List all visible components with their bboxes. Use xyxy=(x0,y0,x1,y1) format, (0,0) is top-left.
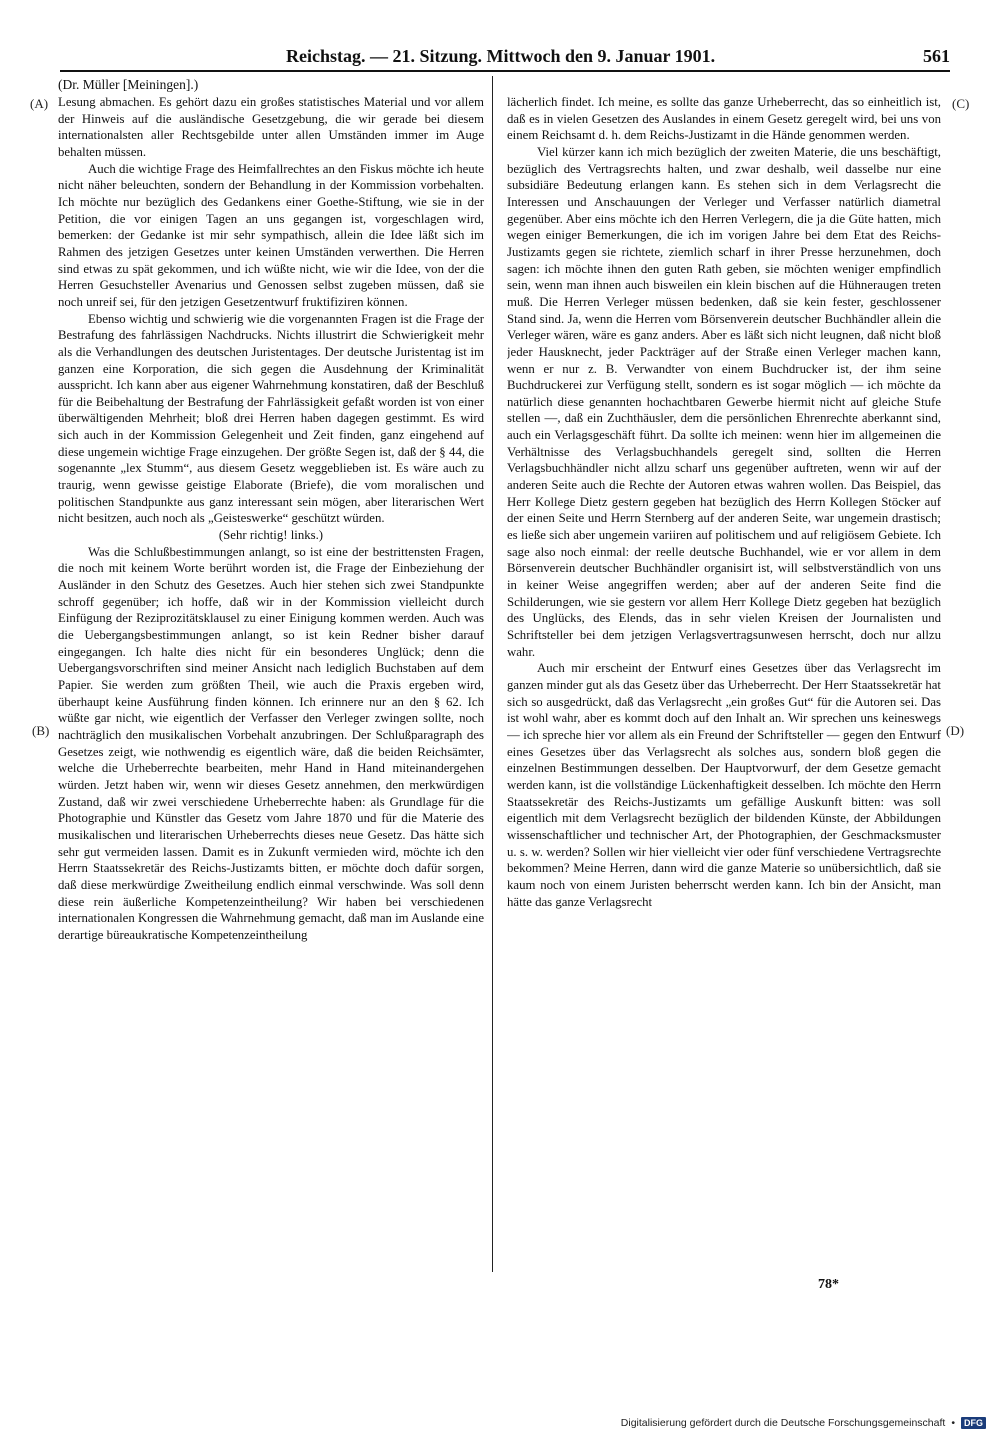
dfg-logo-icon: DFG xyxy=(961,1417,986,1429)
left-column xyxy=(58,94,484,1262)
margin-marker-c: (C) xyxy=(952,96,970,111)
header-rule xyxy=(60,70,950,72)
paragraph: Was die Schlußbestimmungen anlangt, so ist eine der bestrittensten Fragen, die noch mit keinem Worte berührt worden ist, die Frage der Einbeziehung der Ausländer in den Schutz des Gesetzes. Auch hier stehen sich zwei Standpunkte schroff gegenüber; ich hoffe, daß wir in der Kommission vielleicht durch Einfügung der Reziprozitätsklausel zu einer Einigung kommen werden. Auch was die Uebergangsbestimmungen anlangt, so ist kein Redner bisher darauf eingegangen. Ich halte dies nicht für ein besonderes Unglück; denn die Uebergangsvorschriften sind meiner Ansicht nach lediglich Buchstaben auf dem Papier. Sie werden zum größten Theil, wie auch die Praxis ergeben wird, überhaupt keine Ausführung finden können. Ich erinnere nur an den § 62. Ich wüßte gar nicht, wie eigentlich der Verfasser den Verleger zwingen sollte, noch nachträglich den musikalischen Vorbehalt anzubringen. Der Schlußparagraph des Gesetzes zeigt, wie nothwendig es eigentlich wäre, daß die beiden Reichsämter, welche die Urheberrechte bearbeiten, mehr Hand in Hand miteinandergehen würden. Jetzt haben wir, wenn wir dieses Gesetz annehmen, den merkwürdigen Zustand, daß wir zwei verschiedene Urheberrechte haben: als Grundlage für die Photographie und Künstler das Gesetz vom Jahre 1870 und für die Materie des musikalischen und literarischen Urheberrechts dieses neue Gesetz. Das hätte sich sehr gut vermeiden lassen. Damit es in Zukunft vermieden wird, möchte ich den Herrn Staatssekretär des Reichs-Justizamts bitten, er möchte doch dafür sorgen, daß diese merkwürdige Zweitheilung endlich einmal verschwinde. Was soll denn diese rein äußerliche Kompetenzeintheilung? Wir haben bei verschiedenen internationalen Kongressen die Wahrnehmung gemacht, daß man im Auslande eine derartige büreaukratische Kompetenzeintheilung xyxy=(58,544,484,942)
right-column xyxy=(507,94,941,1262)
digitization-credit xyxy=(621,1416,986,1430)
margin-marker-b: (B) xyxy=(32,723,50,738)
column-divider xyxy=(492,76,493,1272)
paragraph: lächerlich findet. Ich meine, es sollte das ganze Urheberrecht, das so einheitlich ist, daß es in vielen Gesetzen des Auslandes in einem Gesetz geregelt wird, bei uns von einem Reichsamt d. h. dem Reichs-Justizamt in die Hände genommen werden. xyxy=(507,95,941,143)
running-title: Reichstag. — 21. Sitzung. Mittwoch den 9. Januar 1901. xyxy=(286,46,716,66)
speaker-line: (Dr. Müller [Meiningen].) xyxy=(58,77,199,92)
paragraph: Ebenso wichtig und schwierig wie die vorgenannten Fragen ist die Frage der Bestrafung des fahrlässigen Nachdrucks. Nichts illustrirt die Schwierigkeit mehr als die Verhandlungen des deutschen Juristentages. Der deutsche Juristentag ist im ganzen eine Korporation, die sich gegen die Ausdehnung der Kriminalität ausspricht. Ich kann aber aus eigener Wahrnehmung konstatiren, daß der Beschluß für die Beibehaltung der Bestrafung der Fahrlässigkeit gefaßt worden ist von einer überwältigenden Mehrheit; bloß drei Herren haben dagegen gestimmt. Es wird sich auch in der Kommission Gelegenheit und Zeit finden, ganz eingehend auf diese ungemein wichtige Frage einzugehen. Der größte Segen ist, daß der § 44, die sogenannte „lex Stumm“, aus diesem Gesetz weggeblieben ist. Es wäre auch zu traurig, wenn gewisse geistige Elaborate (Briefe), die vom moralischen und politischen Standpunkte aus ganz interessant sein mögen, aber literarischen Wert nicht besitzen, auch noch als „Geisteswerke“ geschützt würden. xyxy=(58,311,484,526)
page-number: 561 xyxy=(923,46,950,66)
credit-text: Digitalisierung gefördert durch die Deutsche Forschungsgemeinschaft xyxy=(620,1417,946,1429)
paragraph: Viel kürzer kann ich mich bezüglich der zweiten Materie, die uns beschäftigt, bezüglich des Vertragsrechts halten, und zwar deshalb, weil dasselbe nur eine subsidiäre Bedeutung erlangen kann. Es stehen sich in dem Verlagsrecht die Interessen und Anschauungen der Verleger und Verfasser natürlich diametral gegenüber. Aber eins möchte ich den Herren Verlegern, die ja die Güte hatten, mich wegen einiger Bemerkungen, die ich im vorigen Jahre bei dem Etat des Reichs-Justizamts gegen sie richtete, ziemlich scharf in ihrer Presse herzunehmen, doch sagen: ich möchte ihnen den guten Rath geben, sie möchten weniger empfindlich sein, wenn man ihnen auch bisweilen ein klein bischen auf die Hühneraugen treten muß. Die Herren Verleger müssen bedenken, daß sie kein fester, geschlossener Stand sind. Ja, wenn die Herren vom Börsenverein deutscher Buchhändler allein die Verleger wären, wäre es ganz anders. Aber es läßt sich nicht leugnen, daß nicht bloß jeder Hausknecht, jeder Packträger auf der Straße einen Verleger machen kann, wenn er nur z. B. Verwandter von einem Buchdrucker ist, der ihm seine Buchdruckerei zur Verfügung stellt, sondern es ist sogar möglich — ich möchte da natürlich diese genannten hochachtbaren Gewerbe hiermit nicht auf gleiche Stufe stellen —, daß ein Zuchthäusler, dem die persönlichen Ehrenrechte aberkannt sind, auch ein Verlagsgeschäft führt. Da sollte ich meinen: wenn hier im allgemeinen die Verhältnisse des Verlagsbuchhandels geregelt sind, sollten die Herren Verlagsbuchhändler nicht allzu scharf uns gegenüber auftreten, wenn wir auf der anderen Seite auch die Rechte der Autoren etwas wahren wollen. Das Beispiel, das Herr Kollege Dietz gestern gegeben hat bezüglich des Herrn Kollegen Stöcker auf der einen Seite und Herrn Sternberg auf der anderen Seite, war ungemein drastisch; es ließe sich aber ungemein variiren auf politischem und auf religiösem Gebiete. Ich sage also noch einmal: der reelle deutsche Buchhandel, wie er vor allem in dem Börsenverein deutscher Buchhändler organisirt ist, will selbstverständlich von uns in keiner Weise angegriffen werden; aber auf der anderen Seite find die Schilderungen, wie sie gestern vor allem Herr Kollege Dietz gegeben hat bezüglich des Unglücks, des Elends, das in sehr vielen Kreisen der Journalisten und Schriftsteller bei dem jetzigen Verlagsvertragsunwesen herrscht, doch nur allzu wahr. xyxy=(507,144,941,659)
credit-separator: • xyxy=(951,1417,955,1429)
margin-marker-d: (D) xyxy=(946,723,965,738)
page-header xyxy=(60,46,950,68)
paragraph: Lesung abmachen. Es gehört dazu ein großes statistisches Material und vor allem der Hinweis auf die ausländische Gesetzgebung, die wir gerade bei diesem internationalsten aller Rechtsgebilde unter allen Umständen immer im Auge behalten müssen. xyxy=(58,95,484,159)
signature-mark: 78* xyxy=(818,1277,839,1292)
margin-marker-a: (A) xyxy=(30,96,49,111)
paragraph: Auch mir erscheint der Entwurf eines Gesetzes über das Verlagsrecht im ganzen minder gut als das Gesetz über das Urheberrecht. Der Herr Staatssekretär hat sich so ausgedrückt, daß das Verlagsrecht „ein großes Gut“ für die Autoren sei. Das ist wohl wahr, aber es kommt doch auf den Inhalt an. Wir sprechen uns keineswegs — ich spreche hier vor allem als ein Freund der Schriftsteller — gegen den Entwurf eines Gesetzes über das Verlagsrecht als solches aus, sondern bloß gegen die einzelnen Bestimmungen desselben. Der Hauptvorwurf, der dem Gesetze gemacht werden kann, ist die vollständige Lückenhaftigkeit desselben. Ich möchte den Herrn Staatssekretär des Reichs-Justizamts um gefällige Auskunft bitten: was soll eigentlich mit dem Verlagsrecht bezüglich der bildenden Künste, der Abbildungen wissenschaftlicher und technischer Art, der Photographien, der Geschmacksmuster u. s. w. werden? Sollen wir hier vielleicht vier oder fünf verschiedene Vertragsrechte bekommen? Meine Herren, dann wird die ganze Materie so unübersichtlich, daß sie kaum noch von einem Juristen beherrscht werden kann. Ich bin der Ansicht, man hätte das ganze Verlagsrecht xyxy=(507,661,941,909)
interjection: (Sehr richtig! links.) xyxy=(218,528,324,543)
paragraph: Auch die wichtige Frage des Heimfallrechtes an den Fiskus möchte ich heute nicht näher beleuchten, sondern der Behandlung in der Kommission vorbehalten. Ich möchte nur bezüglich des Gedankens einer Goethe-Stiftung, wie sie in der Petition, die vor einigen Tagen an uns gegangen ist, vorgeschlagen wird, bemerken: der Gedanke ist mir sehr sympathisch, allein die Idee läßt sich im Rahmen des jetzigen Gesetzes unter keinen Umständen verwerthen. Die Herren sind etwas zu spät gekommen, und ich wüßte nicht, wie wir die Idee, von der die Herren Gesuchsteller Avenarius und Genossen selbst zugeben müssen, daß sie noch unreif sei, für den jetzigen Gesetzentwurf fruktifiziren können. xyxy=(58,161,484,309)
